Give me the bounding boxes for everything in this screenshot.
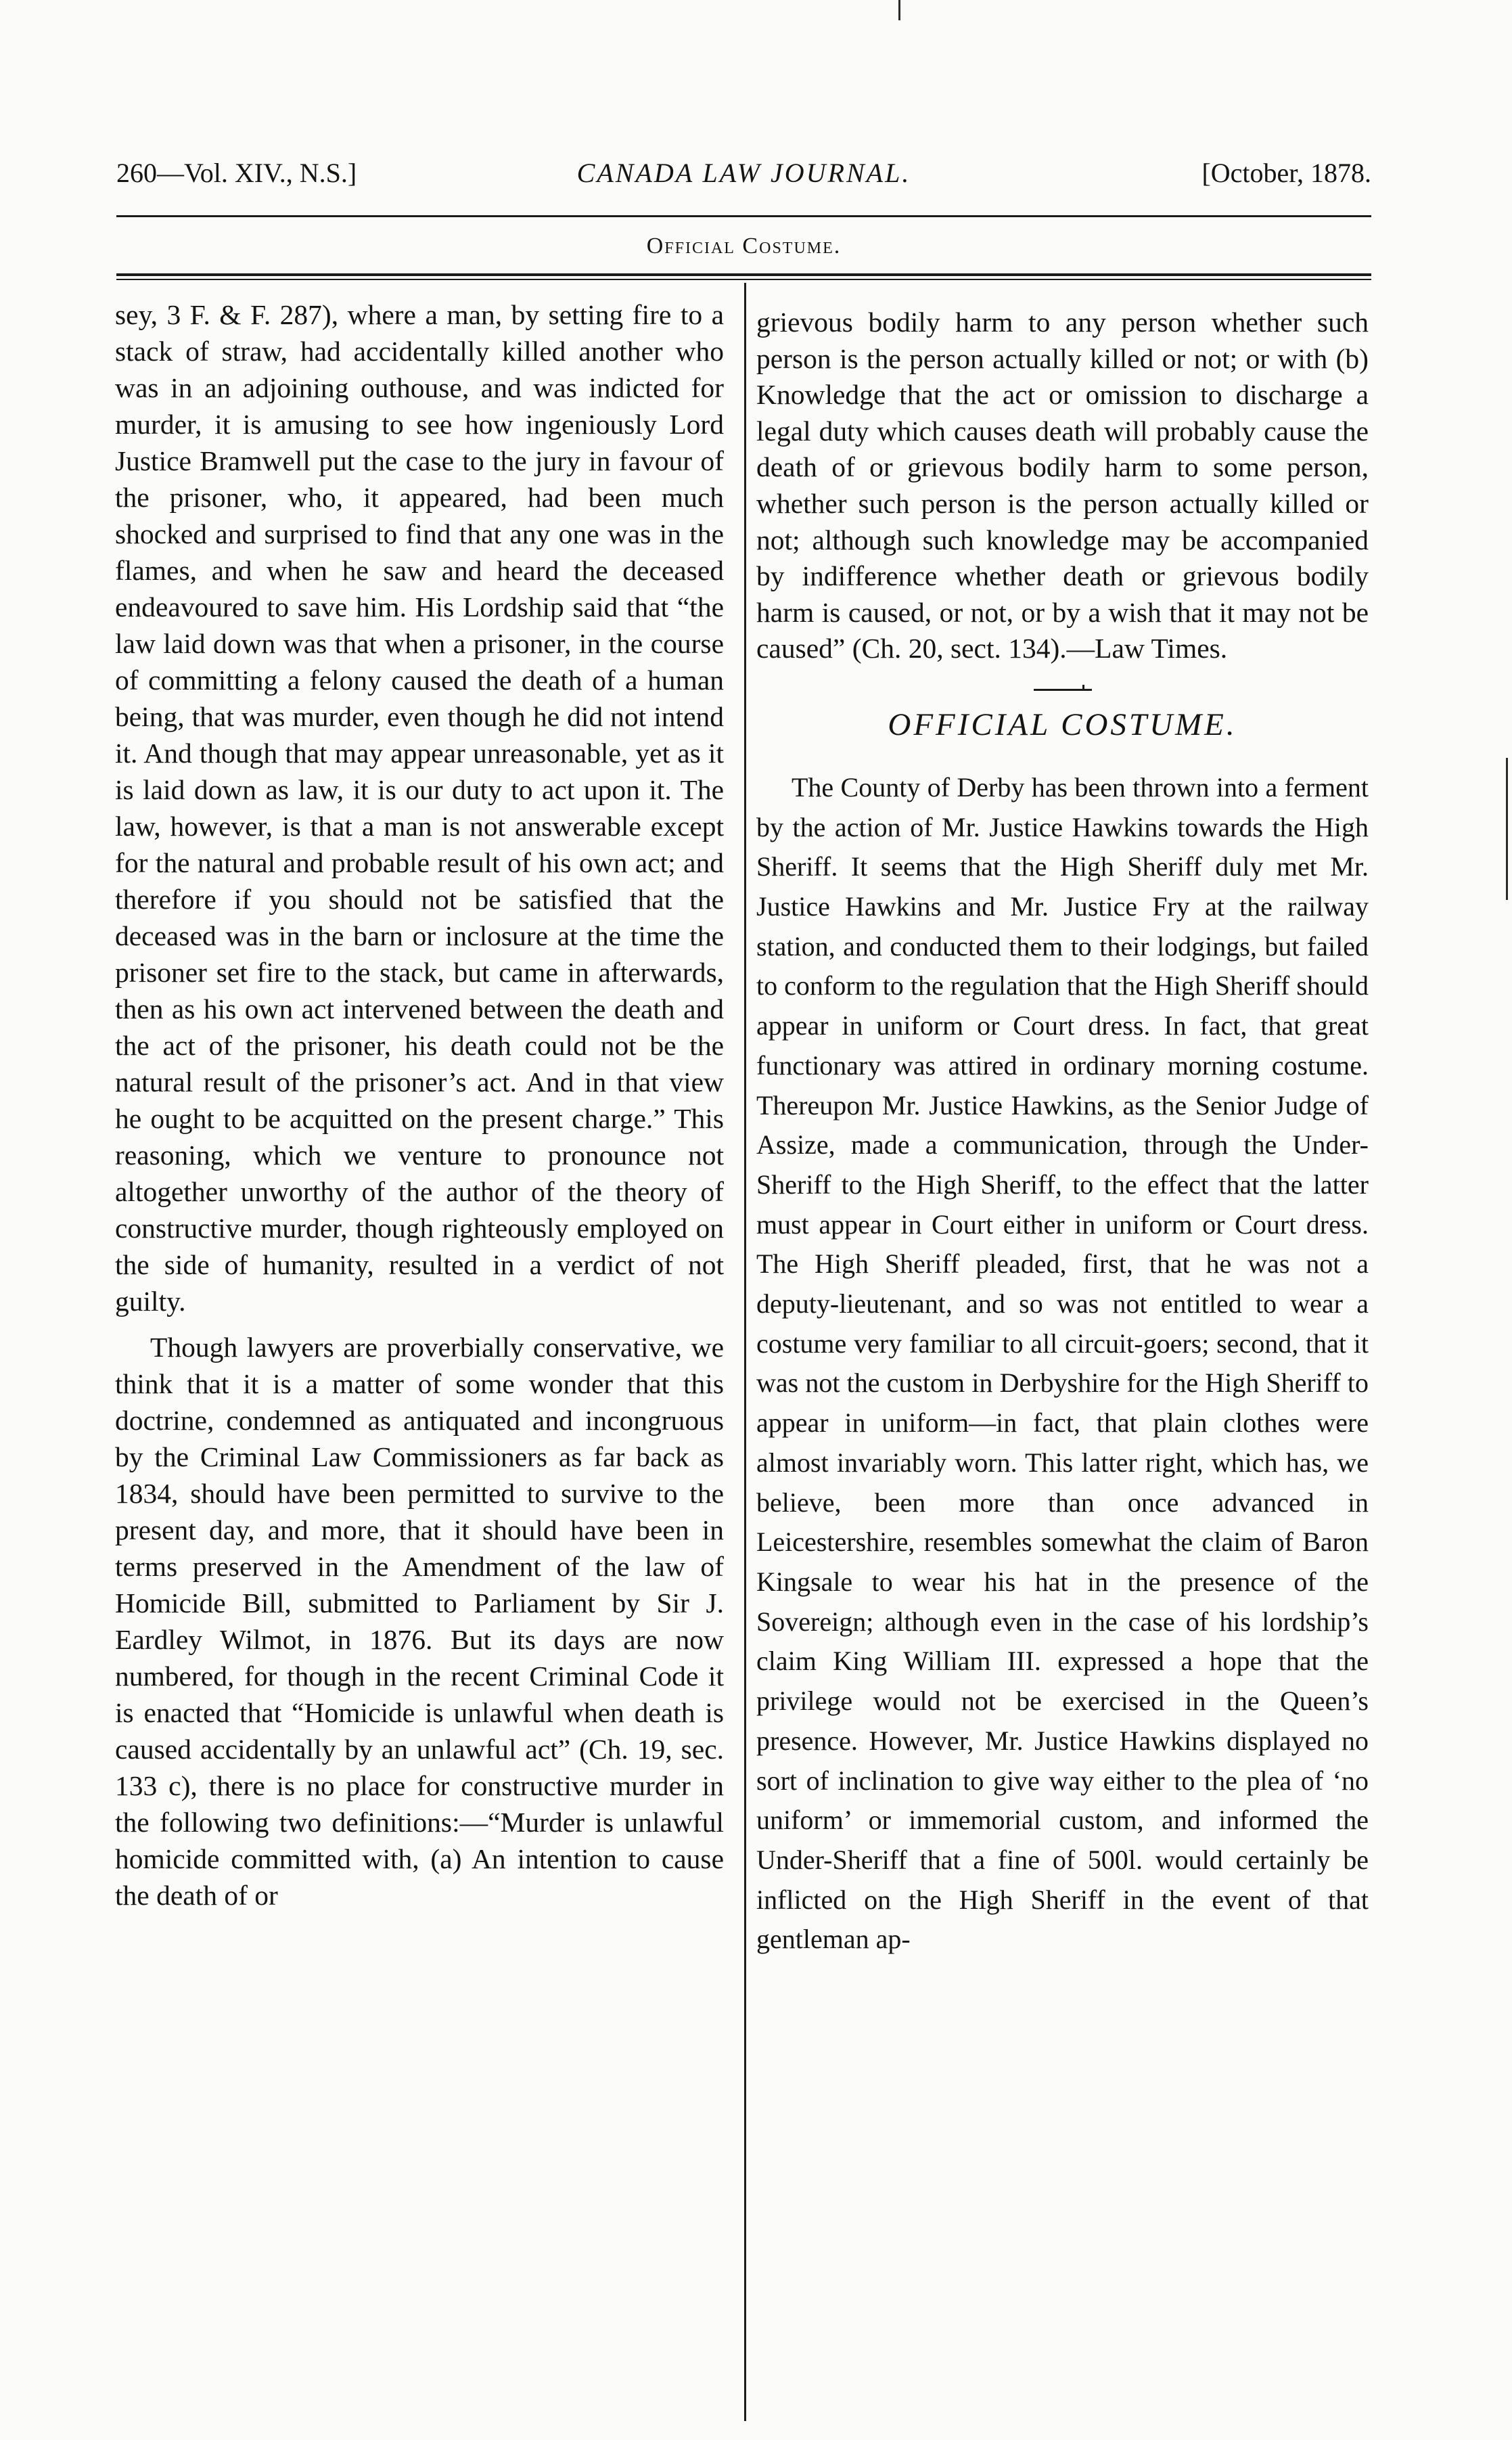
body-paragraph: sey, 3 F. & F. 287), where a man, by setting fire to a stack of straw, had accidentally killed another who was in an adjoining outhouse, and was indicted for murder, it is amusing to see how ingeniously Lord Justice Bramwell put the case to the jury in favour of the prisoner, who, it appeared, had been much shocked and surprised to find that any one was in the flames, and when he saw and heard the deceased endeavoured to save him. His Lordship said that “the law laid down was that when a prisoner, in the course of committing a felony caused the death of a human being, that was murder, even though he did not intend it. And though that may appear unreasonable, yet as it is laid down as law, it is our duty to act upon it. The law, however, is that a man is not answerable except for the natural and probable result of his own act; and therefore if you should not be satisfied that the deceased was in the barn or inclosure at the time the prisoner set fire to the stack, but came in afterwards, then as his own act intervened between the death and the act of the prisoner, his death could not be the natural result of the prisoner’s act. And in that view he ought to be acquitted on the present charge.” This reasoning, which we venture to pronounce not altogether unworthy of the author of the theory of constructive murder, though righteously employed on the side of humanity, resulted in a verdict of not guilty. [115, 299, 724, 1317]
header-rule [116, 215, 1371, 217]
left-column [115, 296, 724, 1914]
article-body: The County of Derby has been thrown into a ferment by the action of Mr. Justice Hawkins towards the High Sheriff. It seems that the High Sheriff duly met Mr. Justice Hawkins and Mr. Justice Fry at the railway station, and conducted them to their lodgings, but failed to conform to the regulation that the High Sheriff should appear in uniform or Court dress. In fact, that great functionary was attired in ordinary morning costume. Thereupon Mr. Justice Hawkins, as the Senior Judge of Assize, made a communication, through the Under-Sheriff to the High Sheriff, to the effect that the latter must appear in Court either in uniform or Court dress. The High Sheriff pleaded, first, that he was not a deputy-lieutenant, and so was not entitled to wear a costume very familiar to all circuit-goers; second, that it was not the custom in Derbyshire for the High Sheriff to appear in uniform—in fact, that plain clothes were almost invariably worn. This latter right, which has, we believe, been more than once advanced in Leicestershire, resembles somewhat the claim of Baron Kingsale to wear his hat in the presence of the Sovereign; although even in the case of his lordship’s claim King William III. expressed a hope that the privilege would not be exercised in the Queen’s presence. However, Mr. Justice Hawkins displayed no sort of inclination to give way either to the plea of ‘no uniform’ or immemorial custom, and informed the Under-Sheriff that a fine of 500l. would certainly be inflicted on the High Sheriff in the event of that gentleman ap- [756, 771, 1369, 1955]
right-column [756, 304, 1369, 1960]
column-divider [744, 283, 746, 2421]
section-rule-thin [116, 279, 1371, 280]
running-head [116, 153, 1371, 194]
article-title: OFFICIAL COSTUME. [888, 706, 1237, 742]
body-paragraph: Though lawyers are proverbially conservative, we think that it is a matter of some wonder that this doctrine, condemned as antiquated and incongruous by the Criminal Law Commissioners as far back as 1834, should have been permitted to survive to the present day, and more, that it should have been in terms preserved in the Amendment of the law of Homicide Bill, submitted to Parliament by Sir J. Eardley Wilmot, in 1876. But its days are now numbered, for though in the recent Criminal Code it is enacted that “Homicide is unlawful when death is caused accidentally by an unlawful act” (Ch. 19, sec. 133 c), there is no place for constructive murder in the following two definitions:—“Murder is unlawful homicide committed with, (a) An intention to cause the death of or [115, 1332, 724, 1911]
scan-edge-mark-top [898, 0, 900, 20]
section-heading: Official Costume. [646, 233, 842, 258]
page-volume-label: 260—Vol. XIV., N.S.] [116, 158, 357, 188]
journal-title: CANADA LAW JOURNAL. [576, 158, 911, 188]
section-rule-thick [116, 273, 1371, 276]
issue-date: [October, 1878. [1201, 158, 1371, 188]
scan-edge-mark-right [1506, 758, 1508, 900]
body-paragraph-continued: grievous bodily harm to any person whether such person is the person actually killed or not; or with (b) Knowledge that the act or omission to discharge a legal duty which causes death will probably cause the death of or grievous bodily harm to some person, whether such person is the person actually killed or not; although such knowledge may be accompanied by indifference whether death or grievous bodily harm is caused, or not, or by a wish that it may not be caused” (Ch. 20, sect. 134).—Law Times. [756, 307, 1369, 664]
article-separator [1034, 689, 1092, 691]
